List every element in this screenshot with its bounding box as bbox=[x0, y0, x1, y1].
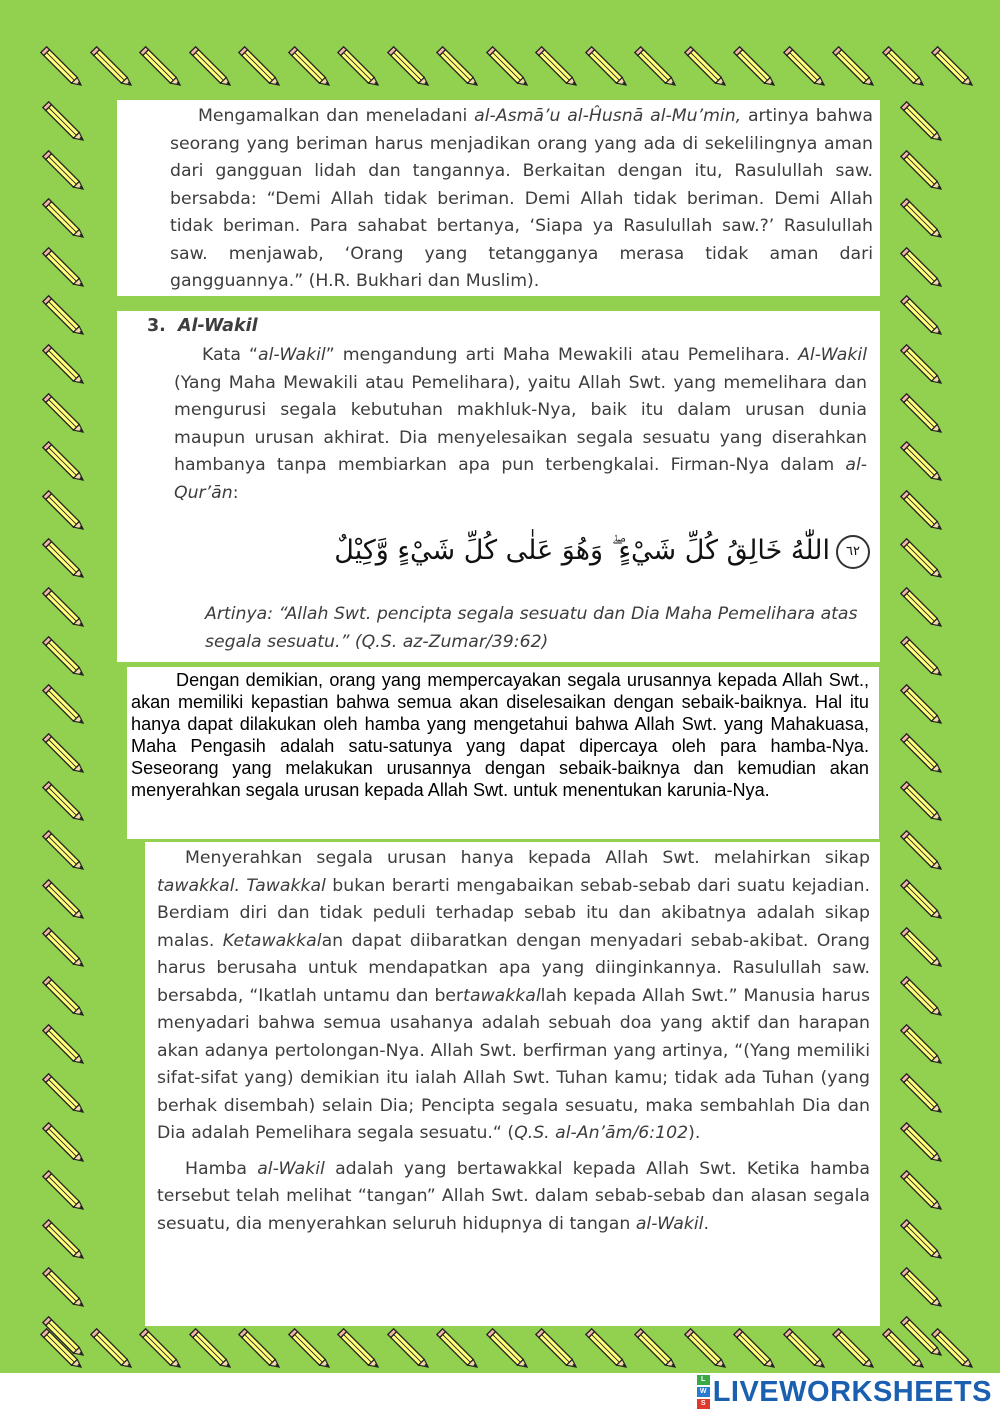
pencil-icon bbox=[583, 1324, 629, 1370]
pencil-icon bbox=[898, 146, 944, 192]
pencil-icon bbox=[88, 1324, 134, 1370]
pencil-icon bbox=[898, 777, 944, 823]
pencil-icon bbox=[929, 42, 975, 88]
pencil-icon bbox=[898, 291, 944, 337]
pencil-icon bbox=[898, 632, 944, 678]
pencil-icon bbox=[898, 340, 944, 386]
pencil-icon bbox=[40, 923, 86, 969]
pencil-icon bbox=[187, 1324, 233, 1370]
footer-brand[interactable] bbox=[697, 1374, 992, 1410]
pencil-icon bbox=[38, 42, 84, 88]
pencil-icon bbox=[583, 42, 629, 88]
pencil-icon bbox=[898, 194, 944, 240]
pencil-icon bbox=[88, 42, 134, 88]
pencil-icon bbox=[880, 42, 926, 88]
ayah-number-marker: ٦٢ bbox=[836, 535, 870, 569]
pencil-icon bbox=[385, 1324, 431, 1370]
pencil-icon bbox=[40, 437, 86, 483]
pencil-icon bbox=[682, 42, 728, 88]
pencil-icon bbox=[40, 486, 86, 532]
pencil-icon bbox=[898, 1166, 944, 1212]
pencil-icon bbox=[286, 1324, 332, 1370]
pencil-icon bbox=[898, 583, 944, 629]
panel-asmaul-husna bbox=[117, 100, 880, 296]
pencil-icon bbox=[898, 1263, 944, 1309]
pencil-icon bbox=[286, 42, 332, 88]
pencil-icon bbox=[335, 42, 381, 88]
pencil-icon bbox=[682, 1324, 728, 1370]
pencil-icon bbox=[434, 42, 480, 88]
pencil-icon bbox=[40, 1020, 86, 1066]
pencil-icon bbox=[484, 42, 530, 88]
pencil-icon bbox=[40, 146, 86, 192]
pencil-icon bbox=[898, 534, 944, 580]
paragraph-al-mumin: Mengamalkan dan meneladani al-Asmā’u al-Ĥusnā al-Mu’min, artinya bahwa seorang yang beriman harus menjadikan orang yang ada di sekelilingnya aman dari gangguan lidah dan tangannya. Berkaitan dengan itu, Rasulullah saw. bersabda: “Demi Allah tidak beriman. Demi Allah tidak beriman. Demi Allah tidak beriman. Para sahabat bertanya, ‘Siapa ya Rasulullah saw.?’ Rasulullah saw. menjawab, ‘Orang yang tetangganya merasa tidak aman dari gangguannya.” (H.R. Bukhari dan Muslim). bbox=[170, 106, 874, 291]
pencil-icon bbox=[830, 42, 876, 88]
pencil-icon bbox=[898, 1215, 944, 1261]
pencil-icon bbox=[40, 389, 86, 435]
pencil-icon bbox=[898, 1069, 944, 1115]
pencil-icon bbox=[731, 1324, 777, 1370]
verse-translation: Artinya: “Allah Swt. pencipta segala sesuatu dan Dia Maha Pemelihara atas segala sesuatu.” (Q.S. az-Zumar/39:62) bbox=[205, 604, 858, 652]
pencil-icon bbox=[898, 243, 944, 289]
pencil-icon bbox=[533, 1324, 579, 1370]
pencil-icon bbox=[236, 42, 282, 88]
pencil-icon bbox=[40, 875, 86, 921]
pencil-icon bbox=[40, 1069, 86, 1115]
pencil-icon bbox=[434, 1324, 480, 1370]
pencil-icon bbox=[898, 875, 944, 921]
pencil-icon bbox=[830, 1324, 876, 1370]
section-heading: 3. Al-Wakil bbox=[147, 316, 258, 336]
pencil-icon bbox=[484, 1324, 530, 1370]
liveworksheets-logo-icon: L W S bbox=[697, 1374, 710, 1410]
pencil-icon bbox=[632, 42, 678, 88]
pencil-icon bbox=[898, 972, 944, 1018]
pencil-icon bbox=[781, 1324, 827, 1370]
pencil-icon bbox=[40, 1166, 86, 1212]
pencil-icon bbox=[898, 389, 944, 435]
pencil-icon bbox=[898, 826, 944, 872]
pencil-icon bbox=[40, 632, 86, 678]
paragraph-trust: Dengan demikian, orang yang mempercayakan segala urusannya kepada Allah Swt., akan memiliki kepastian bahwa semua akan diselesaikan dengan sebaik-baiknya. Hal itu hanya dapat dilakukan oleh hamba yang mengetahui bahwa Allah Swt. yang Mahakuasa, Maha Pengasih adalah satu-satunya yang dapat dipercaya oleh para hamba-Nya. Seseorang yang melakukan urusannya dengan sebaik-baiknya dan kemudian akan menyerahkan segala urusan kepada Allah Swt. untuk menentukan karunia-Nya. bbox=[131, 670, 869, 800]
pencil-icon bbox=[731, 42, 777, 88]
footer-brand-text: LIVEWORKSHEETS bbox=[712, 1375, 992, 1408]
pencil-icon bbox=[40, 680, 86, 726]
pencil-icon bbox=[40, 1118, 86, 1164]
pencil-icon bbox=[40, 777, 86, 823]
pencil-icon bbox=[40, 729, 86, 775]
arabic-text: اللّٰهُ خَالِقُ كُلِّ شَيْءٍ ۖ وَهُوَ عَلٰى كُلِّ شَيْءٍ وَّكِيْلٌ bbox=[334, 535, 830, 566]
pencil-icon bbox=[898, 1312, 944, 1358]
pencil-icon bbox=[40, 243, 86, 289]
pencil-icon bbox=[137, 42, 183, 88]
pencil-icon bbox=[40, 534, 86, 580]
paragraph-tawakkal: Menyerahkan segala urusan hanya kepada Allah Swt. melahirkan sikap tawakkal. Tawakkal bukan berarti mengabaikan sebab-sebab dari suatu kejadian. Berdiam diri dan tidak peduli terhadap sebab itu dan akibatnya adalah sikap malas. Ketawakkalan dapat diibaratkan dengan menyadari sebab-akibat. Orang harus berusaha untuk mendapatkan apa yang diinginkannya. Rasulullah saw. bersabda, “Ikatlah untamu dan bertawakkallah kepada Allah Swt.” Manusia harus menyadari bahwa semua usahanya adalah sebuah doa yang aktif dan harapan akan adanya pertolongan-Nya. Allah Swt. berfirman yang artinya, “(Yang memiliki sifat-sifat yang) demikian itu ialah Allah Swt. Tuhan kamu; tidak ada Tuhan (yang berhak disembah) selain Dia; Pencipta segala sesuatu, maka sembahlah Dia dan Dia adalah Pemelihara segala sesuatu.“ (Q.S. al-An’ām/6:102). bbox=[157, 848, 870, 1143]
pencil-icon bbox=[40, 291, 86, 337]
pencil-icon bbox=[40, 1263, 86, 1309]
pencil-icon bbox=[898, 1118, 944, 1164]
pencil-icon bbox=[236, 1324, 282, 1370]
pencil-icon bbox=[632, 1324, 678, 1370]
pencil-icon bbox=[533, 42, 579, 88]
pencil-icon bbox=[40, 97, 86, 143]
panel-plain-paragraph bbox=[127, 667, 879, 839]
pencil-icon bbox=[898, 437, 944, 483]
pencil-icon bbox=[898, 486, 944, 532]
pencil-icon bbox=[385, 42, 431, 88]
pencil-icon bbox=[898, 97, 944, 143]
pencil-icon bbox=[40, 1312, 86, 1358]
pencil-icon bbox=[898, 1020, 944, 1066]
pencil-icon bbox=[40, 194, 86, 240]
pencil-icon bbox=[40, 1215, 86, 1261]
pencil-icon bbox=[40, 340, 86, 386]
paragraph-al-wakil-intro: Kata “al-Wakil” mengandung arti Maha Mewakili atau Pemelihara. Al-Wakil (Yang Maha Mewakili atau Pemelihara), yaitu Allah Swt. yang memelihara dan mengurusi segala kebutuhan makhluk-Nya, baik itu dalam urusan dunia maupun urusan akhirat. Dia menyelesaikan segala sesuatu yang diserahkan hambanya tanpa membiarkan apa pun terbengkalai. Firman-Nya dalam al-Qur’ān: bbox=[174, 345, 868, 503]
pencil-icon bbox=[898, 923, 944, 969]
pencil-icon bbox=[898, 729, 944, 775]
pencil-icon bbox=[40, 583, 86, 629]
pencil-icon bbox=[781, 42, 827, 88]
pencil-icon bbox=[187, 42, 233, 88]
pencil-icon bbox=[898, 680, 944, 726]
pencil-icon bbox=[137, 1324, 183, 1370]
pencil-icon bbox=[40, 826, 86, 872]
paragraph-hamba-al-wakil: Hamba al-Wakil adalah yang bertawakkal kepada Allah Swt. Ketika hamba tersebut telah melihat “tangan” Allah Swt. dalam sebab-sebab dan alasan segala sesuatu, dia menyerahkan seluruh hidupnya di tangan al-Wakil. bbox=[157, 1158, 870, 1234]
quran-verse bbox=[334, 527, 870, 575]
pencil-icon bbox=[335, 1324, 381, 1370]
pencil-icon bbox=[40, 972, 86, 1018]
panel-tawakkal bbox=[145, 842, 880, 1326]
panel-al-wakil bbox=[117, 311, 880, 662]
